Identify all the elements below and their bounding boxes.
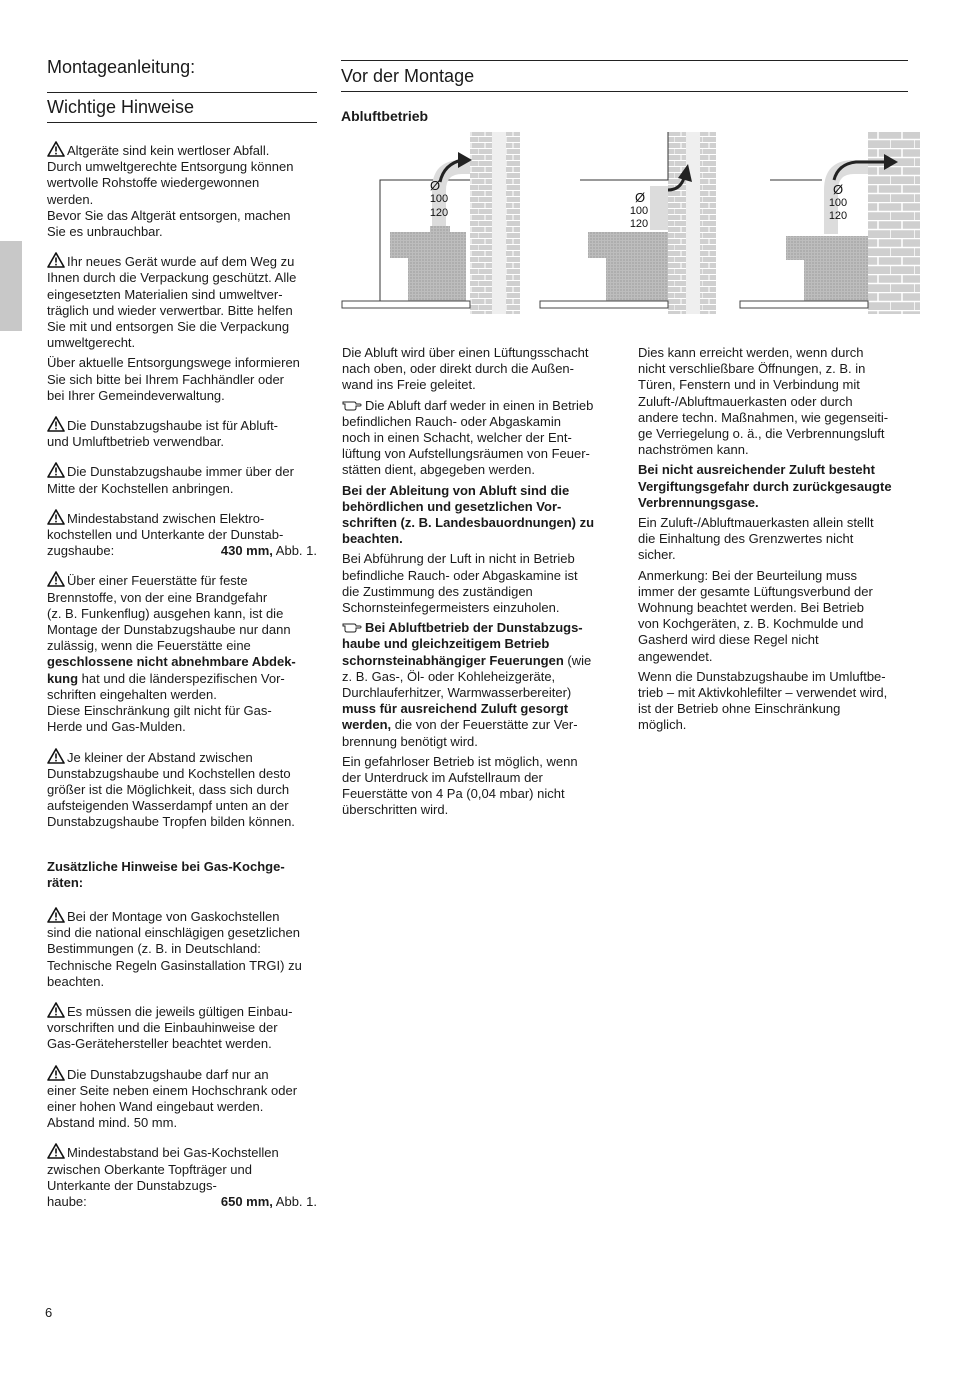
warning-note: Die Dunstabzugshaube immer über der Mitte der Kochstellen anbringen.	[47, 464, 294, 496]
dia-120-1: 120	[429, 207, 449, 219]
warning-note: Die Dunstabzugshaube ist für Abluft- und Umluftbetrieb verwendbar.	[47, 418, 279, 450]
dia-symbol-3: Ø	[832, 182, 844, 197]
section-rule	[47, 122, 317, 123]
right-paragraph-2: Bei nicht ausreichender Zuluft besteht Vergiftungsgefahr durch zurückgesaugte Verbrennungsgase.	[638, 462, 892, 510]
gas-warning-notes	[47, 907, 317, 1210]
cooktop-3	[740, 301, 868, 308]
right-paragraph-4: Anmerkung: Bei der Beurteilung muss immer der gesamte Lüftungsverbund der Wohnung beachtet werden. Bei Betrieb von Kochgeräten, z. B. Kochmulde und Gasherd wird diese Regel nicht angewendet.	[638, 567, 873, 664]
pointing-hand-icon	[342, 399, 362, 411]
section-title: Wichtige Hinweise	[47, 97, 195, 117]
outer-wall-3	[868, 132, 920, 314]
exhaust-diagrams	[338, 130, 922, 320]
warning-notes	[47, 141, 317, 831]
exhaust-diagram-svg	[338, 130, 922, 316]
mid-paragraph-3: Bei der Ableitung von Abluft sind die behördlichen und gesetzlichen Vor- schriften (z. B. Landesbauordnungen) zu beachten.	[342, 482, 595, 547]
wall-1	[470, 132, 492, 314]
dia-symbol-2: Ø	[634, 190, 646, 205]
mid-paragraph-2: Die Abluft darf weder in einen in Betrieb befindlichen Rauch- oder Abgaskamin noch in einen Schacht, welcher der Ent- lüftung von Aufstellungsräumen von Feuer- stätten dient, abgegeben werden.	[342, 397, 594, 478]
shaft-1	[492, 132, 506, 314]
hood-1-notch	[388, 258, 408, 302]
right-section-rule	[341, 91, 908, 92]
right-paragraph-1: Dies kann erreicht werden, wenn durch nicht verschließbare Öffnungen, z. B. in Türen, Fenstern und in Verbindung mit Zuluft-/Abluftmauerkasten oder durch andere techn. Maßnahmen, wie gegenseiti- ge Verriegelung o. ä., die Verbrennungsluft nachströmen kann.	[638, 345, 889, 458]
warning-note: Altgeräte sind kein wertloser Abfall. Durch umweltgerechte Entsorgung können wertvolle Rohstoffe wiedergewonnen werden. Bevor Sie das Altgerät entsorgen, machen Sie es unbrauchbar.	[47, 143, 294, 240]
left-column	[47, 56, 317, 1222]
subsection-title: Abluftbetrieb	[341, 108, 429, 124]
pointing-hand-icon	[342, 621, 362, 633]
dia-120-3: 120	[828, 210, 848, 222]
warning-note: Ihr neues Gerät wurde auf dem Weg zu Ihnen durch die Verpackung geschützt. Alle eingesetzten Materialien sind umweltver- träglich und wieder verwertbar. Bitte helfen Sie mit und entsorgen Sie die Verpackung umweltgerecht. Über aktuelle Entsorgungswege informieren Sie sich bitte bei Ihrem Fachhändler oder bei Ihrer Gemeindeverwaltung.	[47, 254, 300, 403]
warning-note: Bei der Montage von Gaskochstellen sind die national einschlägigen gesetzlichen Bestimmungen (z. B. in Deutschland: Technische Regeln Gasinstallation TRGI) zu beachten.	[47, 908, 302, 989]
right-section-title: Vor der Montage	[341, 66, 475, 86]
right-paragraph-5: Wenn die Dunstabzugshaube im Umluftbe- trieb – mit Aktivkohlefilter – verwendet wird, ist der Betrieb ohne Einschränkung möglich.	[638, 668, 888, 733]
gas-heading: Zusätzliche Hinweise bei Gas-Kochge- räten:	[47, 858, 285, 890]
duct-2	[650, 186, 668, 230]
warning-triangle-icon	[47, 748, 65, 764]
warning-triangle-icon	[47, 1143, 65, 1159]
warning-note: Es müssen die jeweils gültigen Einbau- vorschriften und die Einbauhinweise der Gas-Gerätehersteller beachtet werden.	[47, 1003, 293, 1052]
warning-triangle-icon	[47, 509, 65, 525]
warning-note: Die Dunstabzugshaube darf nur an einer Seite neben einem Hochschrank oder einer hohen Wand eingebaut werden. Abstand mind. 50 mm.	[47, 1066, 298, 1131]
warning-note: Je kleiner der Abstand zwischen Dunstabzugshaube und Kochstellen desto größer ist die Möglichkeit, dass sich durch aufsteigenden Wasserdampf unten an der Dunstabzugshaube Tropfen bilden können.	[47, 749, 295, 830]
title-rule	[47, 92, 317, 93]
diagram-3	[740, 132, 920, 314]
warning-note: Über einer Feuerstätte für feste Brennstoffe, von der eine Brandgefahr (z. B. Funkenflug) ausgehen kann, ist die Montage der Dunstabzugshaube nur dann zulässig, wenn die Feuerstätte eine geschlossene nicht abnehmbare Abdek- kung hat und die länderspezifischen Vor- schriften eingehalten werden. Diese Einschränkung gilt nicht für Gas- Herde und Gas-Mulden.	[47, 573, 296, 735]
shaft-2	[686, 132, 700, 314]
right-column	[638, 345, 908, 738]
warning-triangle-icon	[47, 571, 65, 587]
warning-triangle-icon	[47, 1065, 65, 1081]
hood-1-top	[430, 226, 450, 232]
cooktop-2	[540, 301, 668, 308]
diagram-1	[342, 132, 520, 314]
warning-triangle-icon	[47, 416, 65, 432]
hood-3-notch	[784, 260, 804, 302]
right-paragraph-3: Ein Zuluft-/Abluftmauerkasten allein stellt die Einhaltung des Grenzwertes nicht sicher.	[638, 515, 874, 563]
middle-column	[342, 345, 610, 823]
warning-triangle-icon	[47, 462, 65, 478]
hood-2-notch	[586, 258, 606, 302]
outline-2	[580, 132, 668, 180]
diagram-2	[540, 132, 716, 314]
mid-paragraph-4: Bei Abführung der Luft in nicht in Betrieb befindliche Rauch- oder Abgaskamine ist die Zustimmung des zuständigen Schornsteinfegermeisters einzuholen.	[342, 551, 578, 616]
dia-120-2: 120	[629, 218, 649, 230]
side-tab-marker	[0, 241, 22, 331]
document-title: Montageanleitung:	[47, 57, 196, 77]
warning-note: Mindestabstand zwischen Elektro- kochstellen und Unterkante der Dunstab- zugshaube: 430 mm, Abb. 1.	[47, 510, 317, 559]
wall-2a	[668, 132, 686, 314]
dia-100-2: 100	[629, 205, 649, 217]
dia-100-3: 100	[828, 197, 848, 209]
warning-note: Mindestabstand bei Gas-Kochstellen zwischen Oberkante Topfträger und Unterkante der Dunstabzugs- haube: 650 mm, Abb. 1.	[47, 1145, 317, 1209]
page-number: 6	[45, 1305, 53, 1320]
mid-paragraph-1: Die Abluft wird über einen Lüftungsschacht nach oben, oder direkt durch die Außen- wand ins Freie geleitet.	[342, 345, 589, 393]
dia-100-1: 100	[429, 193, 449, 205]
warning-triangle-icon	[47, 141, 65, 157]
warning-triangle-icon	[47, 252, 65, 268]
mid-paragraph-6: Ein gefahrloser Betrieb ist möglich, wenn der Unterdruck im Aufstellraum der Feuerstätte von 4 Pa (0,04 mbar) nicht überschritten wird.	[342, 753, 578, 818]
mid-paragraph-5: Bei Abluftbetrieb der Dunstabzugs- haube und gleichzeitigem Betrieb schornsteinabhängiger Feuerungen (wie z. B. Gas-, Öl- oder Kohleheizgeräte, Durchlauferhitzer, Warmwasserbereiter) muss für ausreichend Zuluft gesorgt werden, die von der Feuerstätte zur Ver- brennung benötigt wird.	[342, 620, 592, 749]
dia-symbol-1: Ø	[429, 178, 441, 193]
wall-2b	[700, 132, 716, 314]
wall-1b	[506, 132, 520, 314]
warning-triangle-icon	[47, 1002, 65, 1018]
warning-triangle-icon	[47, 907, 65, 923]
right-top-rule	[341, 60, 908, 61]
cooktop-1	[342, 301, 470, 308]
